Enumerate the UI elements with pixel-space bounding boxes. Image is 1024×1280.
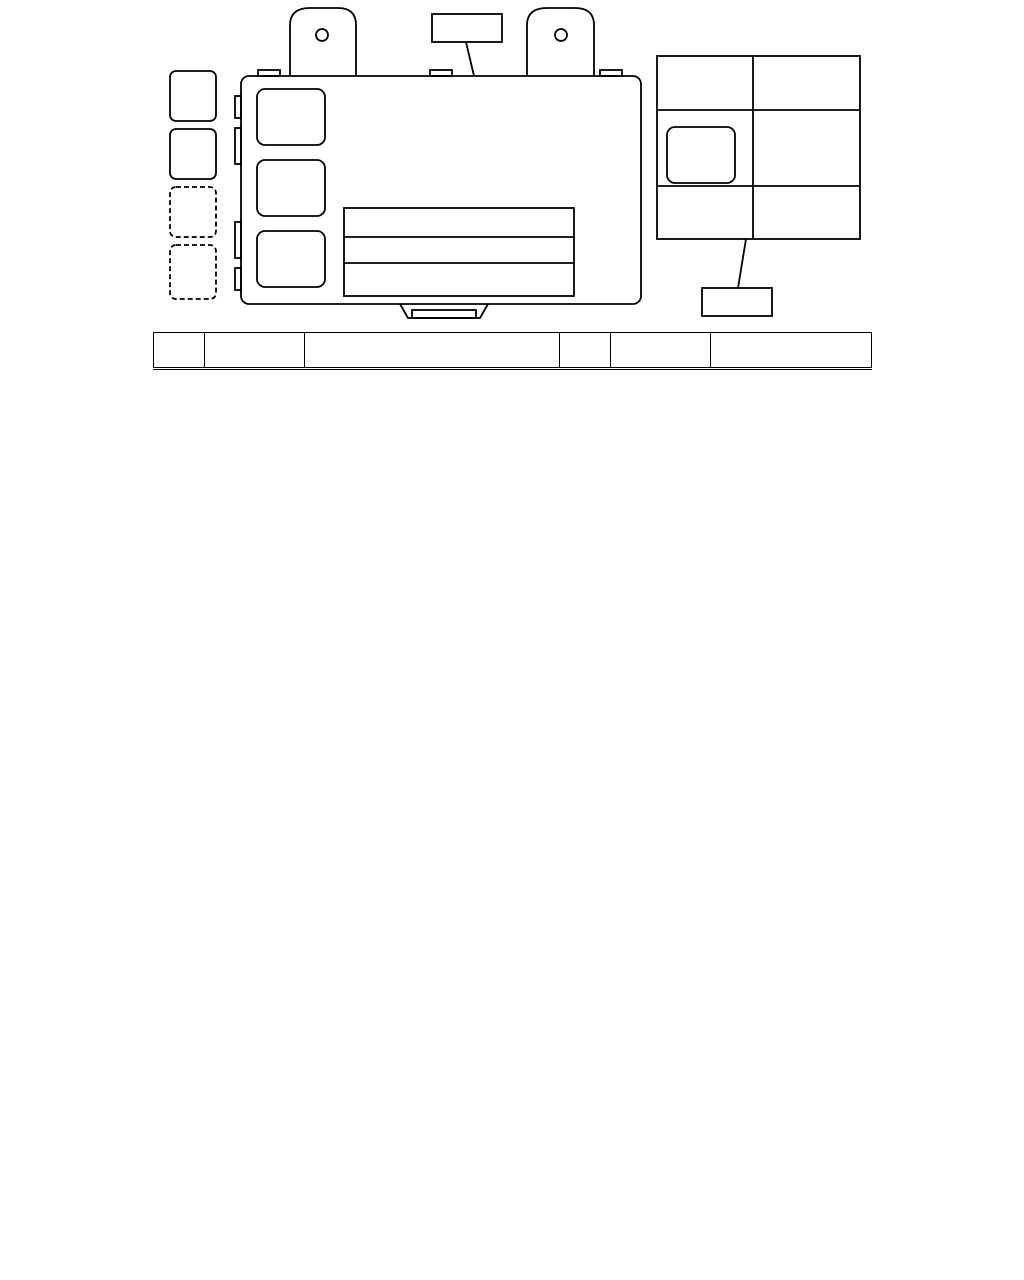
relay-table-left bbox=[153, 332, 560, 370]
header-key-no bbox=[611, 333, 711, 369]
header-key-no bbox=[205, 333, 305, 369]
relay-box-diagram bbox=[0, 0, 1024, 330]
header-blank bbox=[560, 333, 611, 369]
relay-table-right bbox=[559, 332, 872, 370]
header-relay-name bbox=[305, 333, 560, 369]
header-blank bbox=[154, 333, 205, 369]
header-relay-name bbox=[711, 333, 872, 369]
